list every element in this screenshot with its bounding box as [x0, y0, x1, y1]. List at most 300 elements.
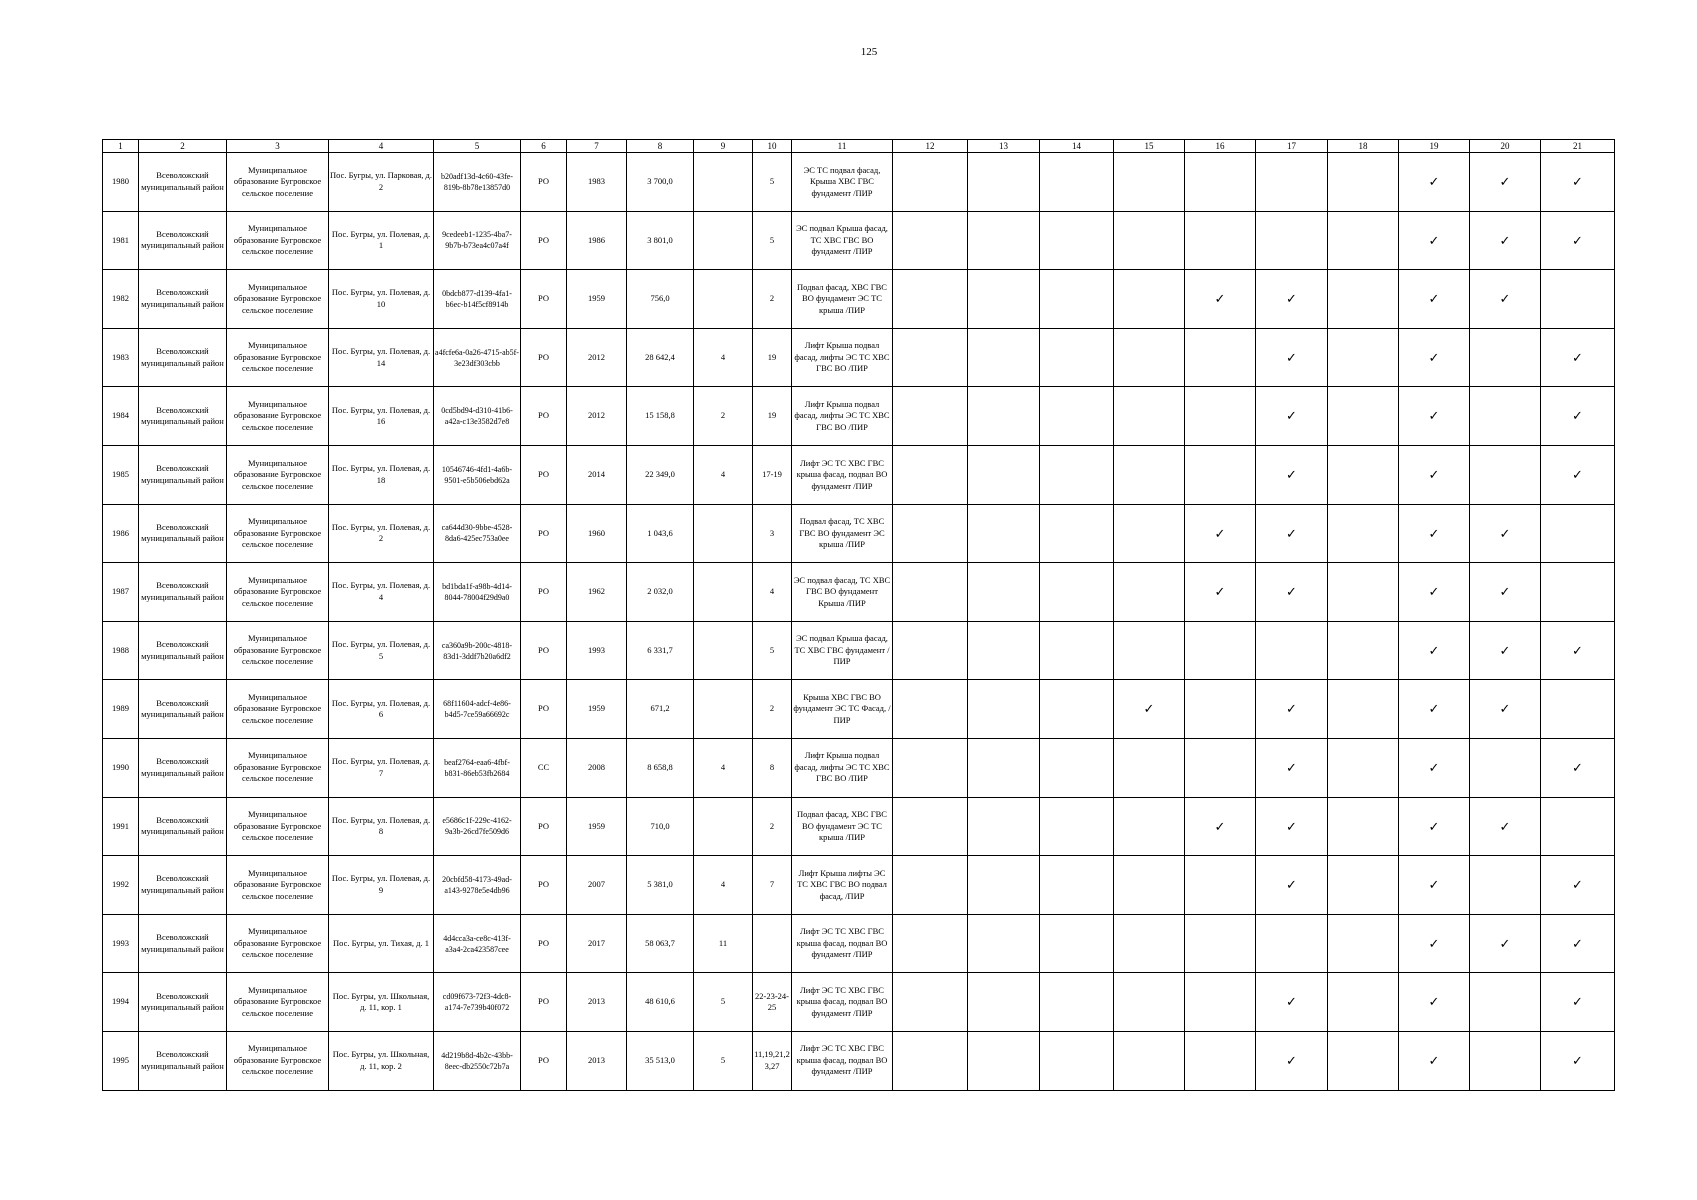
table-cell-col-4: Пос. Бугры, ул. Полевая, д. 9: [329, 856, 434, 915]
table-cell-col-6: РО: [521, 621, 567, 680]
table-cell-col-2: Всеволожский муниципальный район: [139, 680, 227, 739]
table-cell-col-8: 15 158,8: [627, 387, 694, 446]
table-cell-col-7: 2013: [567, 973, 627, 1032]
table-cell-col-21: ✓: [1541, 153, 1615, 212]
table-cell-col-1: 1992: [103, 856, 139, 915]
table-cell-col-4: Пос. Бугры, ул. Полевая, д. 2: [329, 504, 434, 563]
table-cell-col-19: ✓: [1399, 504, 1470, 563]
table-cell-col-5: 4d219b8d-4b2c-43bb-8eec-db2550c72b7a: [434, 1031, 521, 1090]
table-cell-col-18: [1328, 387, 1399, 446]
table-cell-col-10: 19: [753, 328, 792, 387]
table-cell-col-20: [1470, 387, 1541, 446]
table-cell-col-6: РО: [521, 680, 567, 739]
table-cell-col-7: 2007: [567, 856, 627, 915]
table-cell-col-4: Пос. Бугры, ул. Полевая, д. 7: [329, 738, 434, 797]
table-cell-col-19: ✓: [1399, 153, 1470, 212]
table-cell-col-7: 2014: [567, 445, 627, 504]
table-cell-col-7: 1983: [567, 153, 627, 212]
table-cell-col-1: 1983: [103, 328, 139, 387]
table-cell-col-4: Пос. Бугры, ул. Полевая, д. 6: [329, 680, 434, 739]
table-cell-col-14: [1040, 387, 1114, 446]
table-cell-col-8: 48 610,6: [627, 973, 694, 1032]
table-cell-col-10: 5: [753, 211, 792, 270]
table-cell-col-15: ✓: [1114, 680, 1185, 739]
column-header-10: 10: [753, 140, 792, 153]
table-cell-col-15: [1114, 914, 1185, 973]
table-cell-col-8: 8 658,8: [627, 738, 694, 797]
table-cell-col-19: ✓: [1399, 563, 1470, 622]
table-cell-col-15: [1114, 973, 1185, 1032]
table-cell-col-10: 17-19: [753, 445, 792, 504]
table-cell-col-5: 20cbfd58-4173-49ad-a143-9278e5e4db96: [434, 856, 521, 915]
table-cell-col-4: Пос. Бугры, ул. Полевая, д. 10: [329, 270, 434, 329]
table-cell-col-3: Муниципальное образование Бугровское сельское поселение: [227, 797, 329, 856]
table-cell-col-11: ЭС ТС подвал фасад, Крыша ХВС ГВС фундамент /ПИР: [792, 153, 893, 212]
table-cell-col-16: [1185, 856, 1256, 915]
table-cell-col-20: ✓: [1470, 270, 1541, 329]
page-number: 125: [860, 46, 878, 58]
table-cell-col-12: [893, 504, 968, 563]
table-cell-col-21: ✓: [1541, 1031, 1615, 1090]
table-cell-col-4: Пос. Бугры, ул. Полевая, д. 8: [329, 797, 434, 856]
table-cell-col-21: ✓: [1541, 973, 1615, 1032]
table-cell-col-2: Всеволожский муниципальный район: [139, 563, 227, 622]
table-body: [103, 153, 1615, 1091]
table-cell-col-17: ✓: [1256, 328, 1328, 387]
table-row: [103, 563, 1615, 622]
table-cell-col-19: ✓: [1399, 445, 1470, 504]
table-cell-col-15: [1114, 563, 1185, 622]
table-cell-col-7: 1959: [567, 797, 627, 856]
table-cell-col-18: [1328, 738, 1399, 797]
column-header-3: 3: [227, 140, 329, 153]
table-cell-col-2: Всеволожский муниципальный район: [139, 914, 227, 973]
table-row: [103, 211, 1615, 270]
table-cell-col-8: 22 349,0: [627, 445, 694, 504]
table-cell-col-6: РО: [521, 563, 567, 622]
table-cell-col-17: [1256, 211, 1328, 270]
table-cell-col-21: ✓: [1541, 738, 1615, 797]
table-cell-col-7: 1962: [567, 563, 627, 622]
table-cell-col-8: 28 642,4: [627, 328, 694, 387]
table-cell-col-21: ✓: [1541, 211, 1615, 270]
table-cell-col-4: Пос. Бугры, ул. Полевая, д. 18: [329, 445, 434, 504]
table-cell-col-16: ✓: [1185, 797, 1256, 856]
table-cell-col-9: [694, 680, 753, 739]
table-cell-col-14: [1040, 973, 1114, 1032]
table-cell-col-14: [1040, 680, 1114, 739]
table-cell-col-20: [1470, 856, 1541, 915]
table-cell-col-9: [694, 211, 753, 270]
table-cell-col-13: [968, 270, 1040, 329]
table-cell-col-2: Всеволожский муниципальный район: [139, 387, 227, 446]
table-cell-col-6: РО: [521, 504, 567, 563]
header-row: [103, 140, 1615, 153]
table-cell-col-18: [1328, 680, 1399, 739]
table-cell-col-4: Пос. Бугры, ул. Парковая, д. 2: [329, 153, 434, 212]
column-header-2: 2: [139, 140, 227, 153]
table-cell-col-13: [968, 856, 1040, 915]
table-cell-col-8: 1 043,6: [627, 504, 694, 563]
table-cell-col-8: 3 801,0: [627, 211, 694, 270]
table-cell-col-9: [694, 270, 753, 329]
table-row: [103, 738, 1615, 797]
table-cell-col-20: [1470, 973, 1541, 1032]
table-cell-col-2: Всеволожский муниципальный район: [139, 973, 227, 1032]
table-cell-col-1: 1984: [103, 387, 139, 446]
table-cell-col-14: [1040, 621, 1114, 680]
table-cell-col-7: 2008: [567, 738, 627, 797]
table-cell-col-13: [968, 1031, 1040, 1090]
table-cell-col-21: [1541, 270, 1615, 329]
table-cell-col-19: ✓: [1399, 387, 1470, 446]
table-cell-col-21: ✓: [1541, 914, 1615, 973]
table-cell-col-17: ✓: [1256, 680, 1328, 739]
table-cell-col-8: 2 032,0: [627, 563, 694, 622]
table-cell-col-11: Лифт Крыша лифты ЭС ТС ХВС ГВС ВО подвал фасад, /ПИР: [792, 856, 893, 915]
table-cell-col-10: 2: [753, 680, 792, 739]
table-cell-col-16: [1185, 153, 1256, 212]
table-cell-col-16: [1185, 445, 1256, 504]
table-cell-col-9: 11: [694, 914, 753, 973]
table-cell-col-15: [1114, 328, 1185, 387]
table-cell-col-19: ✓: [1399, 797, 1470, 856]
table-cell-col-14: [1040, 856, 1114, 915]
table-cell-col-12: [893, 914, 968, 973]
table-cell-col-13: [968, 211, 1040, 270]
table-cell-col-9: 2: [694, 387, 753, 446]
table-cell-col-12: [893, 445, 968, 504]
table-cell-col-15: [1114, 621, 1185, 680]
table-cell-col-17: ✓: [1256, 797, 1328, 856]
table-cell-col-12: [893, 797, 968, 856]
table-cell-col-5: a4fcfe6a-0a26-4715-ab5f-3e23df303cbb: [434, 328, 521, 387]
column-header-5: 5: [434, 140, 521, 153]
table-cell-col-18: [1328, 445, 1399, 504]
table-cell-col-1: 1994: [103, 973, 139, 1032]
table-cell-col-7: 1959: [567, 270, 627, 329]
table-cell-col-4: Пос. Бугры, ул. Полевая, д. 16: [329, 387, 434, 446]
table-cell-col-4: Пос. Бугры, ул. Полевая, д. 5: [329, 621, 434, 680]
column-header-21: 21: [1541, 140, 1615, 153]
table-cell-col-13: [968, 328, 1040, 387]
table-cell-col-18: [1328, 504, 1399, 563]
table-cell-col-21: [1541, 680, 1615, 739]
table-cell-col-19: ✓: [1399, 973, 1470, 1032]
table-cell-col-14: [1040, 738, 1114, 797]
table-cell-col-14: [1040, 1031, 1114, 1090]
table-cell-col-2: Всеволожский муниципальный район: [139, 270, 227, 329]
table-cell-col-6: РО: [521, 387, 567, 446]
table-cell-col-5: 4d4cca3a-ce8c-413f-a3a4-2ca423587cee: [434, 914, 521, 973]
table-cell-col-11: ЭС подвал Крыша фасад, ТС ХВС ГВС фундамент /ПИР: [792, 621, 893, 680]
table-cell-col-16: ✓: [1185, 504, 1256, 563]
table-cell-col-9: [694, 563, 753, 622]
table-cell-col-2: Всеволожский муниципальный район: [139, 797, 227, 856]
table-cell-col-10: 2: [753, 270, 792, 329]
table-cell-col-21: ✓: [1541, 445, 1615, 504]
table-cell-col-13: [968, 153, 1040, 212]
table-cell-col-6: РО: [521, 211, 567, 270]
table-cell-col-19: ✓: [1399, 270, 1470, 329]
table-cell-col-14: [1040, 211, 1114, 270]
table-cell-col-7: 2012: [567, 387, 627, 446]
table-cell-col-14: [1040, 445, 1114, 504]
table-cell-col-6: РО: [521, 856, 567, 915]
table-cell-col-20: ✓: [1470, 153, 1541, 212]
table-cell-col-3: Муниципальное образование Бугровское сельское поселение: [227, 680, 329, 739]
table-cell-col-12: [893, 328, 968, 387]
table-cell-col-17: ✓: [1256, 738, 1328, 797]
table-cell-col-18: [1328, 563, 1399, 622]
table-cell-col-8: 756,0: [627, 270, 694, 329]
table-cell-col-1: 1986: [103, 504, 139, 563]
table-cell-col-16: ✓: [1185, 270, 1256, 329]
table-cell-col-9: [694, 153, 753, 212]
table-cell-col-11: Лифт ЭС ТС ХВС ГВС крыша фасад, подвал ВО фундамент /ПИР: [792, 1031, 893, 1090]
table-cell-col-7: 1986: [567, 211, 627, 270]
table-cell-col-21: [1541, 563, 1615, 622]
table-cell-col-10: 3: [753, 504, 792, 563]
table-cell-col-11: Подвал фасад, ХВС ГВС ВО фундамент ЭС ТС крыша /ПИР: [792, 797, 893, 856]
table-cell-col-5: 0bdcb877-d139-4fa1-b6ec-b14f5cf8914b: [434, 270, 521, 329]
table-cell-col-6: СС: [521, 738, 567, 797]
table-cell-col-20: ✓: [1470, 211, 1541, 270]
table-cell-col-14: [1040, 270, 1114, 329]
table-cell-col-20: [1470, 1031, 1541, 1090]
table-cell-col-15: [1114, 270, 1185, 329]
table-cell-col-2: Всеволожский муниципальный район: [139, 1031, 227, 1090]
table-cell-col-16: [1185, 1031, 1256, 1090]
table-cell-col-21: [1541, 504, 1615, 563]
table-cell-col-12: [893, 680, 968, 739]
table-cell-col-9: [694, 504, 753, 563]
table-cell-col-9: 5: [694, 1031, 753, 1090]
table-cell-col-2: Всеволожский муниципальный район: [139, 504, 227, 563]
table-cell-col-13: [968, 563, 1040, 622]
table-cell-col-21: ✓: [1541, 387, 1615, 446]
column-header-9: 9: [694, 140, 753, 153]
table-cell-col-6: РО: [521, 153, 567, 212]
table-cell-col-8: 710,0: [627, 797, 694, 856]
table-cell-col-15: [1114, 445, 1185, 504]
table-cell-col-1: 1987: [103, 563, 139, 622]
table-cell-col-5: 9cedeeb1-1235-4ba7-9b7b-b73ea4c07a4f: [434, 211, 521, 270]
table-cell-col-19: ✓: [1399, 680, 1470, 739]
table-cell-col-20: ✓: [1470, 621, 1541, 680]
table-cell-col-1: 1990: [103, 738, 139, 797]
table-cell-col-17: ✓: [1256, 1031, 1328, 1090]
table-cell-col-16: [1185, 328, 1256, 387]
table-cell-col-16: [1185, 387, 1256, 446]
column-header-1: 1: [103, 140, 139, 153]
table-cell-col-18: [1328, 328, 1399, 387]
table-cell-col-8: 58 063,7: [627, 914, 694, 973]
table-cell-col-18: [1328, 797, 1399, 856]
table-cell-col-13: [968, 680, 1040, 739]
table-cell-col-11: Лифт ЭС ТС ХВС ГВС крыша фасад, подвал ВО фундамент /ПИР: [792, 914, 893, 973]
table-cell-col-2: Всеволожский муниципальный район: [139, 153, 227, 212]
table-row: [103, 621, 1615, 680]
table-cell-col-19: ✓: [1399, 738, 1470, 797]
table-cell-col-7: 2013: [567, 1031, 627, 1090]
table-cell-col-4: Пос. Бугры, ул. Полевая, д. 14: [329, 328, 434, 387]
table-cell-col-20: [1470, 738, 1541, 797]
table-cell-col-20: ✓: [1470, 680, 1541, 739]
table-cell-col-18: [1328, 973, 1399, 1032]
table-cell-col-6: РО: [521, 797, 567, 856]
table-cell-col-20: ✓: [1470, 914, 1541, 973]
table-cell-col-6: РО: [521, 1031, 567, 1090]
table-cell-col-3: Муниципальное образование Бугровское сельское поселение: [227, 856, 329, 915]
table-cell-col-1: 1993: [103, 914, 139, 973]
table-cell-col-3: Муниципальное образование Бугровское сельское поселение: [227, 914, 329, 973]
table-cell-col-17: [1256, 621, 1328, 680]
table-cell-col-5: bd1bda1f-a98b-4d14-8044-78004f29d9a0: [434, 563, 521, 622]
table-cell-col-10: 7: [753, 856, 792, 915]
table-cell-col-16: [1185, 621, 1256, 680]
table-cell-col-1: 1988: [103, 621, 139, 680]
table-cell-col-9: [694, 621, 753, 680]
table-cell-col-6: РО: [521, 445, 567, 504]
table-cell-col-2: Всеволожский муниципальный район: [139, 738, 227, 797]
table-cell-col-2: Всеволожский муниципальный район: [139, 328, 227, 387]
table-cell-col-5: 68f11604-adcf-4e86-b4d5-7ce59a66692c: [434, 680, 521, 739]
table-cell-col-12: [893, 387, 968, 446]
table-cell-col-12: [893, 270, 968, 329]
table-cell-col-12: [893, 856, 968, 915]
table-cell-col-10: [753, 914, 792, 973]
table-cell-col-17: ✓: [1256, 270, 1328, 329]
table-cell-col-17: ✓: [1256, 563, 1328, 622]
table-cell-col-11: Лифт Крыша подвал фасад, лифты ЭС ТС ХВС ГВС ВО /ПИР: [792, 738, 893, 797]
table-cell-col-5: ca360a9b-200c-4818-83d1-3ddf7b20a6df2: [434, 621, 521, 680]
table-cell-col-9: 5: [694, 973, 753, 1032]
table-cell-col-14: [1040, 563, 1114, 622]
table-cell-col-15: [1114, 153, 1185, 212]
table-cell-col-19: ✓: [1399, 1031, 1470, 1090]
table-cell-col-15: [1114, 738, 1185, 797]
table-cell-col-9: [694, 797, 753, 856]
table-cell-col-7: 1959: [567, 680, 627, 739]
column-header-13: 13: [968, 140, 1040, 153]
table-cell-col-16: [1185, 973, 1256, 1032]
table-cell-col-18: [1328, 270, 1399, 329]
table-cell-col-12: [893, 738, 968, 797]
table-cell-col-12: [893, 621, 968, 680]
table-cell-col-8: 35 513,0: [627, 1031, 694, 1090]
table-cell-col-6: РО: [521, 914, 567, 973]
table-row: [103, 504, 1615, 563]
table-cell-col-8: 3 700,0: [627, 153, 694, 212]
table-cell-col-9: 4: [694, 738, 753, 797]
table-cell-col-4: Пос. Бугры, ул. Школьная, д. 11, кор. 1: [329, 973, 434, 1032]
table-cell-col-3: Муниципальное образование Бугровское сельское поселение: [227, 621, 329, 680]
table-cell-col-2: Всеволожский муниципальный район: [139, 211, 227, 270]
table-cell-col-20: [1470, 445, 1541, 504]
table-row: [103, 856, 1615, 915]
table-cell-col-5: 0cd5bd94-d310-41b6-a42a-c13e3582d7e8: [434, 387, 521, 446]
table-cell-col-16: [1185, 211, 1256, 270]
table-cell-col-12: [893, 153, 968, 212]
table-cell-col-20: [1470, 328, 1541, 387]
table-cell-col-17: ✓: [1256, 387, 1328, 446]
table-cell-col-5: b20adf13d-4c60-43fe-819b-8b78e13857d0: [434, 153, 521, 212]
table-cell-col-2: Всеволожский муниципальный район: [139, 445, 227, 504]
table-cell-col-6: РО: [521, 328, 567, 387]
table-cell-col-11: Лифт Крыша подвал фасад, лифты ЭС ТС ХВС ГВС ВО /ПИР: [792, 387, 893, 446]
table-row: [103, 153, 1615, 212]
data-table: [102, 139, 1615, 1091]
table-cell-col-4: Пос. Бугры, ул. Школьная, д. 11, кор. 2: [329, 1031, 434, 1090]
table-cell-col-19: ✓: [1399, 914, 1470, 973]
column-header-4: 4: [329, 140, 434, 153]
table-cell-col-13: [968, 387, 1040, 446]
table-cell-col-1: 1995: [103, 1031, 139, 1090]
table-cell-col-7: 2012: [567, 328, 627, 387]
table-cell-col-3: Муниципальное образование Бугровское сельское поселение: [227, 153, 329, 212]
table-cell-col-20: ✓: [1470, 797, 1541, 856]
table-cell-col-10: 5: [753, 621, 792, 680]
column-header-15: 15: [1114, 140, 1185, 153]
table-cell-col-12: [893, 1031, 968, 1090]
table-cell-col-18: [1328, 856, 1399, 915]
table-cell-col-8: 6 331,7: [627, 621, 694, 680]
table-cell-col-11: Крыша ХВС ГВС ВО фундамент ЭС ТС Фасад, /ПИР: [792, 680, 893, 739]
table-cell-col-13: [968, 973, 1040, 1032]
table-cell-col-7: 1993: [567, 621, 627, 680]
table-cell-col-1: 1985: [103, 445, 139, 504]
table-cell-col-9: 4: [694, 856, 753, 915]
table-cell-col-12: [893, 211, 968, 270]
table-cell-col-11: Лифт Крыша подвал фасад, лифты ЭС ТС ХВС ГВС ВО /ПИР: [792, 328, 893, 387]
table-cell-col-10: 11,19,21,23,27: [753, 1031, 792, 1090]
table-cell-col-19: ✓: [1399, 211, 1470, 270]
column-header-14: 14: [1040, 140, 1114, 153]
table-cell-col-4: Пос. Бугры, ул. Полевая, д. 1: [329, 211, 434, 270]
table-cell-col-3: Муниципальное образование Бугровское сельское поселение: [227, 270, 329, 329]
table-cell-col-5: beaf2764-eaa6-4fbf-b831-86eb53fb2684: [434, 738, 521, 797]
table-cell-col-9: 4: [694, 328, 753, 387]
table-cell-col-7: 2017: [567, 914, 627, 973]
table-cell-col-12: [893, 563, 968, 622]
table-cell-col-7: 1960: [567, 504, 627, 563]
table-cell-col-16: [1185, 680, 1256, 739]
table-cell-col-4: Пос. Бугры, ул. Тихая, д. 1: [329, 914, 434, 973]
table-cell-col-15: [1114, 797, 1185, 856]
table-cell-col-3: Муниципальное образование Бугровское сельское поселение: [227, 973, 329, 1032]
column-header-20: 20: [1470, 140, 1541, 153]
table-cell-col-1: 1980: [103, 153, 139, 212]
table-cell-col-21: ✓: [1541, 856, 1615, 915]
table-cell-col-16: [1185, 914, 1256, 973]
table-cell-col-5: cd09f673-72f3-4dc8-a174-7e739b40f072: [434, 973, 521, 1032]
column-header-12: 12: [893, 140, 968, 153]
table-cell-col-18: [1328, 1031, 1399, 1090]
table-cell-col-3: Муниципальное образование Бугровское сельское поселение: [227, 445, 329, 504]
table-cell-col-14: [1040, 914, 1114, 973]
table-cell-col-13: [968, 445, 1040, 504]
table-row: [103, 270, 1615, 329]
column-header-7: 7: [567, 140, 627, 153]
table-cell-col-13: [968, 738, 1040, 797]
table-cell-col-6: РО: [521, 270, 567, 329]
column-header-19: 19: [1399, 140, 1470, 153]
table-cell-col-4: Пос. Бугры, ул. Полевая, д. 4: [329, 563, 434, 622]
table-cell-col-17: ✓: [1256, 445, 1328, 504]
table-cell-col-16: [1185, 738, 1256, 797]
table-cell-col-10: 19: [753, 387, 792, 446]
